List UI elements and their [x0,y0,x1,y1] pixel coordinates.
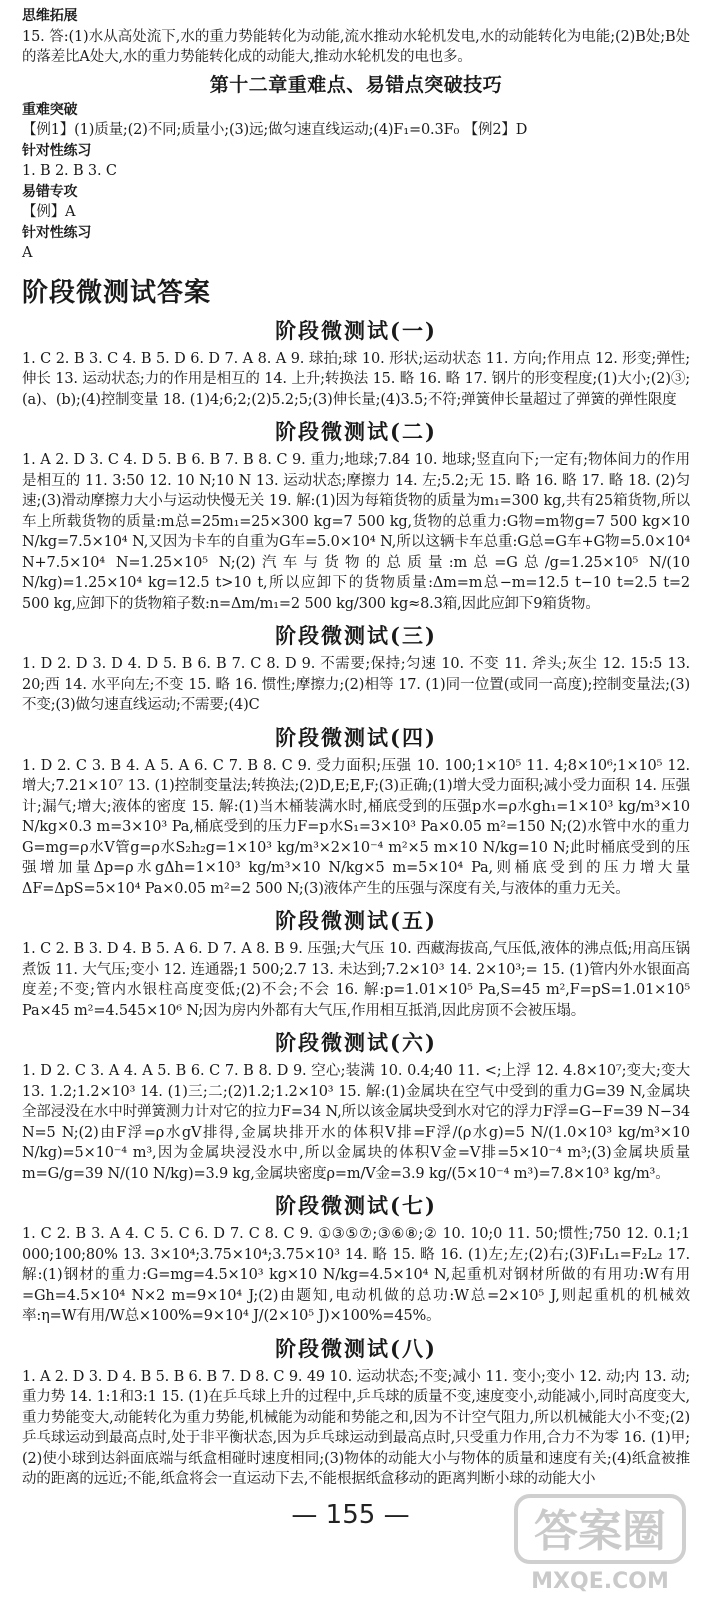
test-title: 阶段微测试(三) [275,623,437,648]
extension-heading: 思维拓展 [22,8,78,24]
error-example: 【例】A [22,204,76,220]
test-body: 1. D 2. C 3. B 4. A 5. A 6. C 7. B 8. C 9. 受力面积;压强 10. 100;1×10⁵ 11. 4;8×10⁶;1×10⁵ 12. 增大;7.21×10⁷ 13. (1)控制变量法;转换法;(2)D,E;E,F;(3)正确;(1)增大受力面积;减小受力面积 14. 压强计;漏气;增大;液体的密度 15. 解:(1)当木桶装满水时,桶底受到的压强p水=ρ水gh₁=1×10³ kg/m³×10 N/kg×0.3 m=3×10³ Pa,桶底受到的压力F=p水S₁=3×10³ Pa×0.05 m²=150 N;(2)水管中水的重力G=mg=ρ水V管g=ρ水S₂h₂g=1×10³ kg/m³×2×10⁻⁴ m²×5 m×10 N/kg=10 N;此时桶底受到的压强增加量Δp=ρ水gΔh=1×10³ kg/m³×10 N/kg×5 m=5×10⁴ Pa,则桶底受到的压力增大量ΔF=ΔpS=5×10⁴ Pa×0.05 m²=2 500 N;(3)液体产生的压强与深度有关,与液体的重力无关。 [22,757,690,897]
test-title: 阶段微测试(六) [275,1030,437,1055]
key-answers: 【例1】(1)质量;(2)不同;质量小;(3)远;做匀速直线运动;(4)F₁=0.3F₀ 【例2】D [22,122,528,138]
test-title: 阶段微测试(八) [275,1335,437,1361]
test-body: 1. C 2. B 3. D 4. B 5. A 6. D 7. A 8. B 9. 压强;大气压 10. 西藏海拔高,气压低,液体的沸点低;用高压锅煮饭 11. 大气压;变小 12. 连通器;1 500;2.7 13. 未达到;7.2×10³ 14. 2×10³;= 15. (1)管内外水银面高度差;不变;管内水银柱高度变低;(2)不会;不会 16. 解:p=1.01×10⁵ Pa,S=45 m²,F=pS=1.01×10⁵ Pa×45 m²=4.545×10⁶ N;因为房内外都有大气压,作用相互抵消,因此房顶不会被压塌。 [22,941,690,1019]
page-number: — 155 — [291,1500,410,1530]
section-title: 阶段微测试答案 [22,277,212,308]
extension-q15: 15. 答:(1)水从高处流下,水的重力势能转化为动能,流水推动水轮机发电,水的动能转化为电能;(2)B处;B处的落差比A处大,水的重力势能转化成的动能大,推动水轮机发的电也多。 [22,28,690,65]
test-title: 阶段微测试(二) [275,419,437,444]
error-heading: 易错专攻 [22,183,78,200]
test-title: 阶段微测试(五) [275,908,437,933]
answer-page [22,0,690,1493]
practice-heading: 针对性练习 [22,142,92,159]
test-body: 1. D 2. D 3. D 4. D 5. B 6. B 7. C 8. D 9. 不需要;保持;匀速 10. 不变 11. 斧头;灰尘 12. 15:5 13. 20;西 14. 水平向左;不变 15. 略 16. 惯性;摩擦力;(2)相等 17. (1)同一位置(或同一高度);控制变量法;(3)不变;(3)做匀速直线运动;不需要;(4)C [22,656,690,713]
test-title: 阶段微测试(一) [275,317,437,343]
practice-answers: 1. B 2. B 3. C [22,163,117,179]
watermark-url: MXQE.COM [531,1569,669,1594]
chapter12-title: 第十二章重难点、易错点突破技巧 [209,73,503,96]
test-title: 阶段微测试(四) [275,724,437,750]
key-heading: 重难突破 [22,101,78,118]
practice2-heading: 针对性练习 [22,224,92,241]
test-body: 1. D 2. C 3. A 4. A 5. B 6. C 7. B 8. D 9. 空心;装满 10. 0.4;40 11. <;上浮 12. 4.8×10⁷;变大;变大 13. 1.2;1.2×10³ 14. (1)三;二;(2)1.2;1.2×10³ 15. 解:(1)金属块在空气中受到的重力G=39 N,金属块全部浸没在水中时弹簧测力计对它的拉力F=34 N,所以该金属块受到水对它的浮力F浮=G−F=39 N−34 N=5 N;(2)由F浮=ρ水gV排得,金属块排开水的体积V排=F浮/(ρ水g)=5 N/(1.0×10³ kg/m³×10 N/kg)=5×10⁻⁴ m³,因为金属块浸没水中,所以金属块的体积V金=V排=5×10⁻⁴ m³;(3)金属块质量m=G/g=39 N/(10 N/kg)=3.9 kg,金属块密度ρ=m/V金=3.9 kg/(5×10⁻⁴ m³)=7.8×10³ kg/m³。 [22,1063,690,1182]
test-body: 1. C 2. B 3. C 4. B 5. D 6. D 7. A 8. A 9. 球拍;球 10. 形状;运动状态 11. 方向;作用点 12. 形变;弹性;伸长 13. 运动状态;力的作用是相互的 14. 上升;转换法 15. 略 16. 略 17. 钢片的形变程度;(1)大小;(2)③;(a)、(b);(4)控制变量 18. (1)4;6;2;(2)5.2;5;(3)伸长量;(4)3.5;不符;弹簧伸长量超过了弹簧的弹性限度 [22,350,690,408]
test-body: 1. A 2. D 3. C 4. D 5. B 6. B 7. B 8. C 9. 重力;地球;7.84 10. 地球;竖直向下;一定有;物体间力的作用是相互的 11. 3:50 12. 10 N;10 N 13. 运动状态;摩擦力 14. 左;5.2;无 15. 略 16. 略 17. 略 18. (2)匀速;(3)滑动摩擦力大小与运动快慢无关 19. 解:(1)因为每箱货物的质量为m₁=300 kg,共有25箱货物,所以车上所载货物的质量:m总=25m₁=25×300 kg=7 500 kg,货物的总重力:G物=m物g=7 500 kg×10 N/kg=7.5×10⁴ N,又因为卡车的自重为G车=5.0×10⁴ N,所以这辆卡车总重:G总=G车+G物=5.0×10⁴ N+7.5×10⁴ N=1.25×10⁵ N;(2)汽车与货物的总质量:m总=G总/g=1.25×10⁵ N/(10 N/kg)=1.25×10⁴ kg=12.5 t>10 t,所以应卸下的货物质量:Δm=m总−m=12.5 t−10 t=2.5 t=2 500 kg,应卸下的货物箱子数:n=Δm/m₁=2 500 kg/300 kg≈8.3箱,因此应卸下9箱货物。 [22,452,690,612]
test-title: 阶段微测试(七) [275,1193,437,1218]
watermark-label: 答案圈 [534,1506,666,1557]
practice2-answers: A [22,245,33,261]
test-body: 1. C 2. B 3. A 4. C 5. C 6. D 7. C 8. C 9. ①③⑤⑦;③⑥⑧;② 10. 10;0 11. 50;惯性;750 12. 0.1;1 000;100;80% 13. 3×10⁴;3.75×10⁴;3.75×10³ 14. 略 15. 略 16. (1)左;左;(2)右;(3)F₁L₁=F₂L₂ 17. 解:(1)钢材的重力:G=mg=4.5×10³ kg×10 N/kg=4.5×10⁴ N,起重机对钢材所做的有用功:W有用=Gh=4.5×10⁴ N×2 m=9×10⁴ J;(2)由题知,电动机做的总功:W总=2×10⁵ J,则起重机的机械效率:η=W有用/W总×100%=9×10⁴ J/(2×10⁵ J)×100%=45%。 [22,1226,690,1324]
watermark-logo [512,1490,688,1594]
test-body: 1. A 2. D 3. D 4. B 5. B 6. B 7. D 8. C 9. 49 10. 运动状态;不变;减小 11. 变小;变小 12. 动;内 13. 动;重力势 14. 1:1和3:1 15. (1)在乒乓球上升的过程中,乒乓球的质量不变,速度变小,动能减小,同时高度变大,重力势能变大,动能转化为重力势能,机械能为动能和势能之和,因为不计空气阻力,所以机械能大小不变;(2)乒乓球运动到最高点时,处于非平衡状态,因为乒乓球运动到最高点时,只受重力作用,合力不为零 16. (1)甲;(2)使小球到达斜面底端与纸盒相碰时速度相同;(3)物体的动能大小与物体的质量和速度有关;(4)纸盒被推动的距离的远近;不能,纸盒将会一直运动下去,不能根据纸盒移动的距离判断小球的动能大小 [22,1368,691,1487]
